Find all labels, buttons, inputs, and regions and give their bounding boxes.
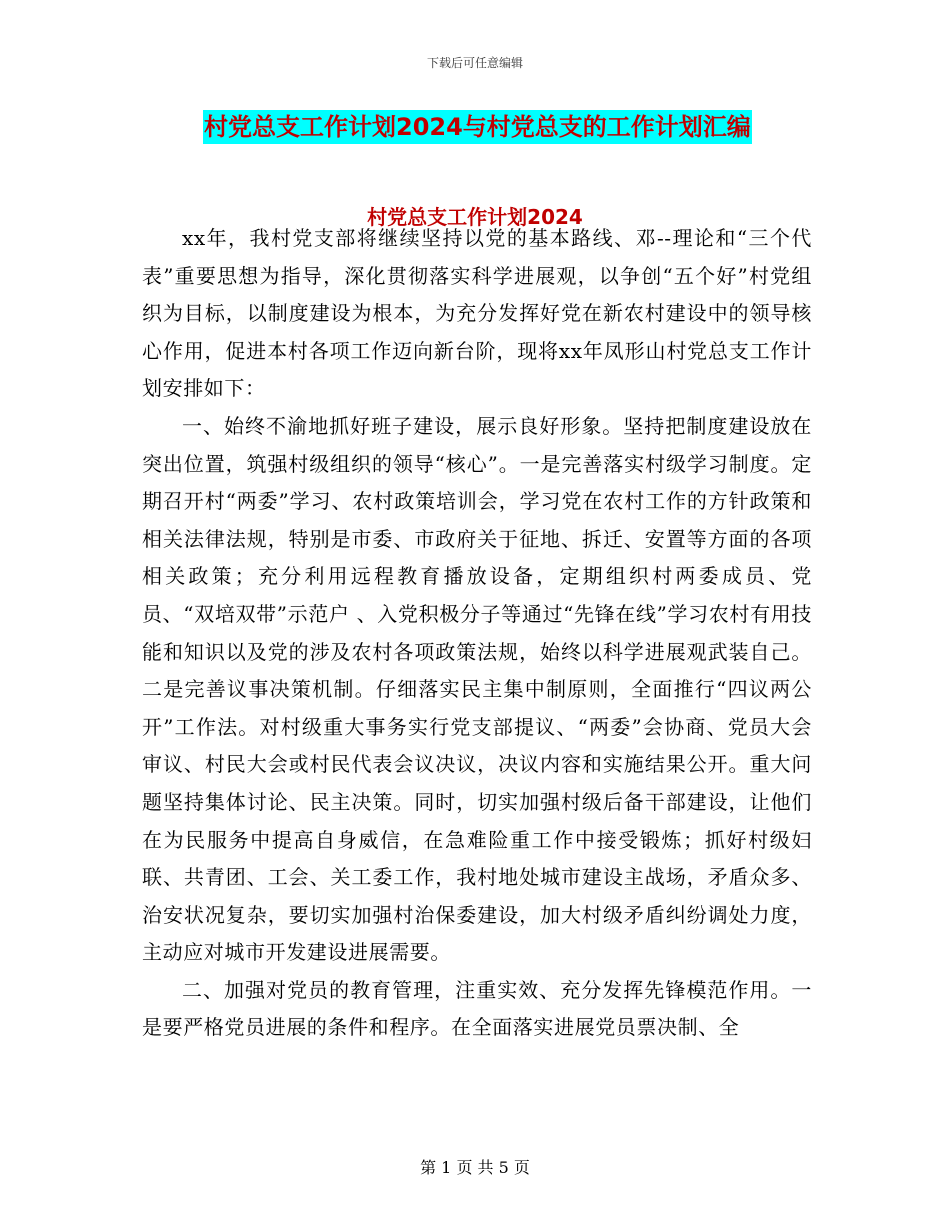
paragraph-section-1: 一、始终不渝地抓好班子建设，展示良好形象。坚持把制度建设放在突出位置，筑强村级组织的领导“核心”。一是完善落实村级学习制度。定期召开村“两委”学习、农村政策培训会，学习党在农村工作的方针政策和相关法律法规，特别是市委、市政府关于征地、拆迁、安置等方面的各项相关政策；充分利用远程教育播放设备，定期组织村两委成员、党员、“双培双带”示范户 、入党积极分子等通过“先锋在线”学习农村有用技能和知识以及党的涉及农村各项政策法规，始终以科学进展观武装自己。二是完善议事决策机制。仔细落实民主集中制原则，全面推行“四议两公开”工作法。对村级重大事务实行党支部提议、“两委”会协商、党员大会审议、村民大会或村民代表会议决议，决议内容和实施结果公开。重大问题坚持集体讨论、民主决策。同时，切实加强村级后备干部建设，让他们在为民服务中提高自身威信，在急难险重工作中接受锻炼；抓好村级妇联、共青团、工会、关工委工作，我村地处城市建设主战场，矛盾众多、治安状况复杂，要切实加强村治保委建设，加大村级矛盾纠纷调处力度，主动应对城市开发建设进展需要。	[142, 413, 812, 965]
paragraph-intro: xx年，我村党支部将继续坚持以党的基本路线、邓--理论和“三个代表”重要思想为指导，深化贯彻落实科学进展观，以争创“五个好”村党组织为目标，以制度建设为根本，为充分发挥好党在新农村建设中的领导核心作用，促进本村各项工作迈向新台阶，现将xx年凤形山村党总支工作计划安排如下：	[142, 226, 812, 401]
section-title: 村党总支工作计划2024	[367, 205, 583, 229]
document-title: 村党总支工作计划2024与村党总支的工作计划汇编	[203, 110, 752, 144]
paragraph-section-2: 二、加强对党员的教育管理，注重实效、充分发挥先锋模范作用。一是要严格党员进展的条件和程序。在全面落实进展党员票决制、全	[142, 977, 812, 1040]
document-body	[142, 220, 812, 1047]
page-footer: 第 1 页 共 5 页	[420, 1158, 530, 1177]
header-note: 下载后可任意编辑	[426, 56, 523, 70]
